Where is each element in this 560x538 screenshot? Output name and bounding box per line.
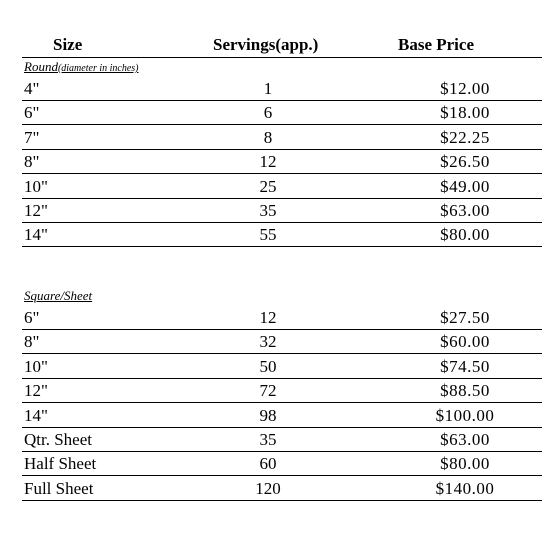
table-row <box>0 199 560 223</box>
table-row <box>0 175 560 199</box>
servings-cell: 60 <box>259 454 277 474</box>
table-row <box>0 101 560 125</box>
servings-cell: 32 <box>259 332 277 352</box>
price-cell: $80.00 <box>440 454 490 474</box>
size-cell: 12" <box>24 201 48 220</box>
price-cell: $22.25 <box>440 127 490 147</box>
size-cell: 8" <box>24 152 40 172</box>
servings-cell: 35 <box>259 430 277 449</box>
table-row <box>0 330 560 354</box>
price-cell: $18.00 <box>440 103 490 123</box>
size-cell: Full Sheet <box>24 478 94 498</box>
round-section-subtitle: (diameter in inches) <box>57 63 139 74</box>
row-divider <box>22 246 542 247</box>
table-header <box>0 35 560 57</box>
servings-cell: 1 <box>263 79 273 98</box>
table-row <box>0 477 560 501</box>
servings-cell: 6 <box>263 103 273 123</box>
size-cell: 10" <box>24 176 48 196</box>
price-cell: $80.00 <box>440 225 490 245</box>
table-row <box>0 126 560 150</box>
table-row <box>0 150 560 174</box>
base-price-column-header: Base Price <box>398 35 474 54</box>
servings-cell: 12 <box>259 152 277 172</box>
servings-cell: 12 <box>259 308 277 327</box>
header-rule <box>22 57 542 58</box>
servings-column-header: Servings(app.) <box>213 35 319 54</box>
size-cell: 14" <box>24 405 48 425</box>
price-cell: $74.50 <box>440 356 490 376</box>
servings-cell: 35 <box>259 201 277 220</box>
size-column-header: Size <box>53 35 83 54</box>
size-cell: 6" <box>24 308 40 327</box>
price-cell: $140.00 <box>435 478 495 498</box>
price-cell: $49.00 <box>440 176 490 196</box>
size-cell: 6" <box>24 103 40 123</box>
price-cell: $100.00 <box>435 405 495 425</box>
table-row <box>0 452 560 476</box>
size-cell: 10" <box>24 356 48 376</box>
table-row <box>0 404 560 428</box>
size-cell: Qtr. Sheet <box>24 430 92 449</box>
servings-cell: 55 <box>259 225 277 245</box>
row-divider <box>22 500 542 501</box>
size-cell: 7" <box>24 127 40 147</box>
round-section-title <box>24 59 139 75</box>
servings-cell: 120 <box>255 478 281 498</box>
table-row <box>0 223 560 247</box>
table-row <box>0 379 560 403</box>
price-cell: $63.00 <box>440 201 490 220</box>
square-section-label: Square/Sheet <box>24 288 93 303</box>
table-row <box>0 77 560 101</box>
price-cell: $63.00 <box>440 430 490 449</box>
servings-cell: 50 <box>259 356 277 376</box>
round-section-label: Round <box>24 59 58 74</box>
size-cell: Half Sheet <box>24 454 97 474</box>
price-cell: $26.50 <box>440 152 490 172</box>
price-cell: $88.50 <box>440 381 490 401</box>
size-cell: 4" <box>24 79 40 98</box>
table-row <box>0 306 560 330</box>
servings-cell: 72 <box>259 381 277 401</box>
servings-cell: 98 <box>259 405 277 425</box>
price-cell: $12.00 <box>440 79 490 98</box>
servings-cell: 25 <box>259 176 277 196</box>
square-section-title <box>24 288 92 304</box>
servings-cell: 8 <box>263 127 273 147</box>
price-cell: $27.50 <box>440 308 490 327</box>
price-cell: $60.00 <box>440 332 490 352</box>
table-row <box>0 428 560 452</box>
size-cell: 12" <box>24 381 48 401</box>
size-cell: 8" <box>24 332 40 352</box>
size-cell: 14" <box>24 225 48 245</box>
table-row <box>0 355 560 379</box>
